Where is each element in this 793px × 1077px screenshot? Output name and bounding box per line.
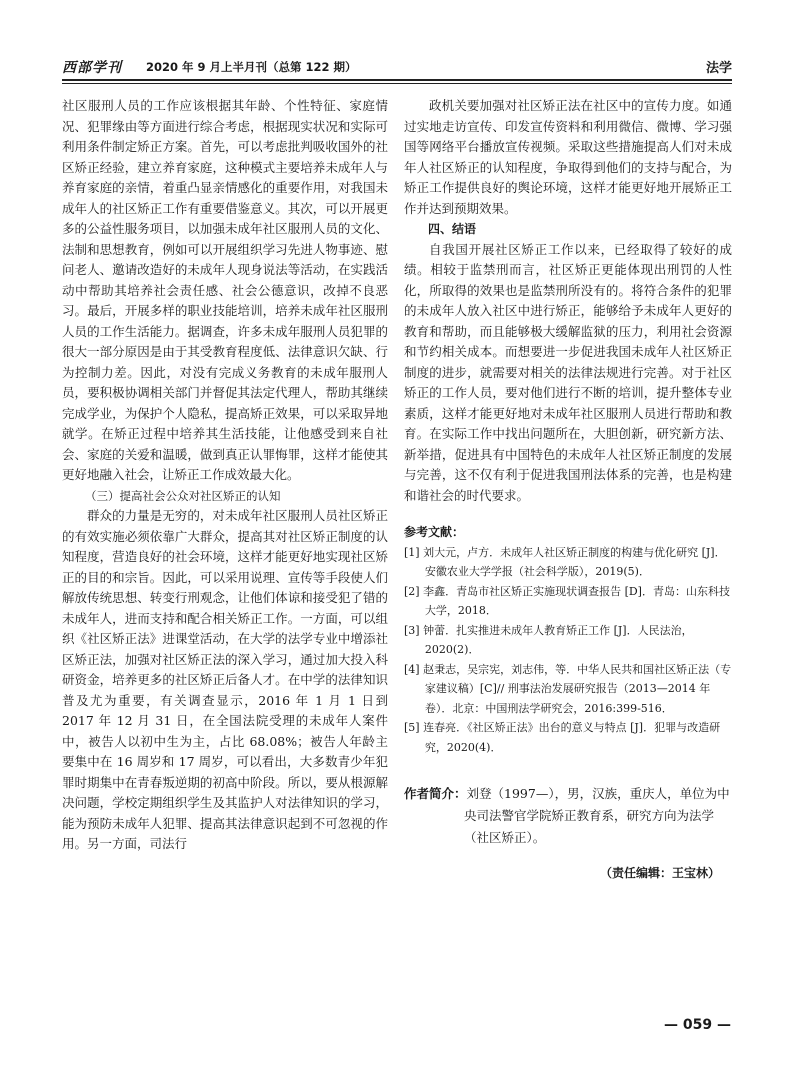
right-paragraph-2: 自我国开展社区矫正工作以来，已经取得了较好的成绩。相较于监禁刑而言，社区矫正更能体现出刑罚的人性化，所取得的效果也是监禁刑所没有的。将符合条件的犯罪的未成年人放入社区中进行矫正，能够给予未成年人更好的教育和帮助，而且能够极大缓解监狱的压力，利用社会资源和节约相关成本。而想要进一步促进我国未成年人社区矫正制度的进步，就需要对相关的法律法规进行完善。对于社区矫正的工作人员，要对他们进行不断的培训，提升整体专业素质，这样才能更好地对未成年社区服刑人员进行帮助和教育。在实际工作中找出问题所在，大胆创新，研究新方法、新举措，促进具有中国特色的未成年人社区矫正制度的发展与完善，这不仅有利于促进我国刑法体系的完善，也是构建和谐社会的时代要求。 <box>404 241 732 503</box>
left-paragraph-1: 社区服刑人员的工作应该根据其年龄、个性特征、家庭情况、犯罪缘由等方面进行综合考虑，根据现实状况和实际可利用条件制定矫正方案。首先，可以考虑批判吸收国外的社区矫正经验，建立养育家庭，这种模式主要培养未成年人与养育家庭的亲情，着重凸显亲情感化的重要作用，对我国未成年人的社区矫正工作有重要借鉴意义。其次，可以开展更多的公益性服务项目，以加强未成年社区服刑人员的文化、法制和思想教育，例如可以开展组织学习先进人物事迹、慰问老人、邀请改造好的未成年人现身说法等活动，在实践活动中帮助其培养社会责任感、社会公德意识，改掉不良恶习。最后，开展多样的职业技能培训，培养未成年社区服刑人员的工作生活能力。据调查，许多未成年服刑人员犯罪的很大一部分原因是由于其受教育程度低、法律意识欠缺、行为控制力差。因此，对没有完成义务教育的未成年服刑人员，要积极协调相关部门并督促其法定代理人，帮助其继续完成学业，为保护个人隐私，提高矫正效果，可以采取异地就学。在矫正过程中培养其生活技能，让他感受到来自社会、家庭的关爱和温暖，做到真正认罪悔罪，这样才能使其更好地融入社会，让矫正工作成效最大化。 <box>62 98 388 482</box>
running-header <box>62 55 732 79</box>
references-list <box>404 543 732 758</box>
page-number: — 059 — <box>664 1017 731 1033</box>
right-column <box>404 96 732 884</box>
reference-item: [5] 连春亮．《社区矫正法》出台的意义与特点 [J]．犯罪与改造研究，2020(4)． <box>404 721 721 754</box>
issue-info: 2020 年 9 月上半月刊（总第 122 期） <box>146 60 357 74</box>
subsection-heading: （三）提高社会公众对社区矫正的认知 <box>85 488 281 503</box>
header-rule-thin <box>62 83 732 84</box>
left-column <box>62 96 388 855</box>
section-heading-conclusion: 四、结语 <box>428 222 477 236</box>
author-bio-label: 作者简介： <box>404 786 467 801</box>
author-bio-text: 刘登（1997—），男，汉族，重庆人，单位为中央司法警官学院矫正教育系，研究方向为法学（社区矫正）。 <box>464 786 730 845</box>
journal-masthead: 西部学刊 <box>62 60 122 76</box>
header-rule-thick <box>62 79 732 81</box>
author-bio <box>404 783 732 849</box>
references-title: 参考文献： <box>404 525 465 539</box>
reference-item: [2] 李鑫．青岛市社区矫正实施现状调查报告 [D]．青岛：山东科技大学，2018． <box>404 584 730 617</box>
reference-item: [3] 钟蕾．扎实推进未成年人教育矫正工作 [J]．人民法治，2020(2)． <box>404 623 693 656</box>
responsible-editor: （责任编辑：王宝林） <box>599 866 720 880</box>
reference-item: [1] 刘大元，卢方．未成年人社区矫正制度的构建与优化研究 [J]．安徽农业大学学报（社会科学版），2019(5)． <box>404 545 726 578</box>
left-paragraph-2: 群众的力量是无穷的，对未成年社区服刑人员社区矫正的有效实施必须依靠广大群众，提高其对社区矫正制度的认知程度，营造良好的社会环境，这样才能更好地实现社区矫正的目的和宗旨。因此，可以采用说理、宣传等手段使人们解放传统思想、转变行刑观念，让他们体谅和接受犯了错的未成年人，进而支持和配合相关矫正工作。一方面，可以组织《社区矫正法》进课堂活动，在大学的法学专业中增添社区矫正法，加强对社区矫正法的深入学习，通过加大投入科研资金，培养更多的社区矫正后备人才。在中学的法律知识普及尤为重要，有关调查显示，2016 年 1 月 1 日到 2017 年 12 月 31 日，在全国法院受理的未成年人案件中，被告人以初中生为主，占比 68.08%；被告人年龄主要集中在 16 周岁和 17 周岁，可以看出，大多数青少年犯罪时期集中在青春叛逆期的初高中阶段。所以，要从根源解决问题，学校定期组织学生及其监护人对法律知识的学习，能为预防未成年人犯罪、提高其法律意识起到不可忽视的作用。另一方面，司法行 <box>62 508 388 851</box>
right-paragraph-1: 政机关要加强对社区矫正法在社区中的宣传力度。如通过实地走访宣传、印发宣传资料和利用微信、微博、学习强国等网络平台播放宣传视频。采取这些措施提高人们对未成年人社区矫正的认知程度，争取得到他们的支持与配合，为矫正工作提供良好的舆论环境，这样才能更好地开展矫正工作并达到预期效果。 <box>404 98 732 216</box>
reference-item: [4] 赵秉志，吴宗宪，刘志伟，等．中华人民共和国社区矫正法（专家建议稿）[C]// 刑事法治发展研究报告（2013—2014 年卷）．北京：中国刑法学研究会，2016:399-516． <box>404 662 732 715</box>
section-name: 法学 <box>705 61 732 76</box>
